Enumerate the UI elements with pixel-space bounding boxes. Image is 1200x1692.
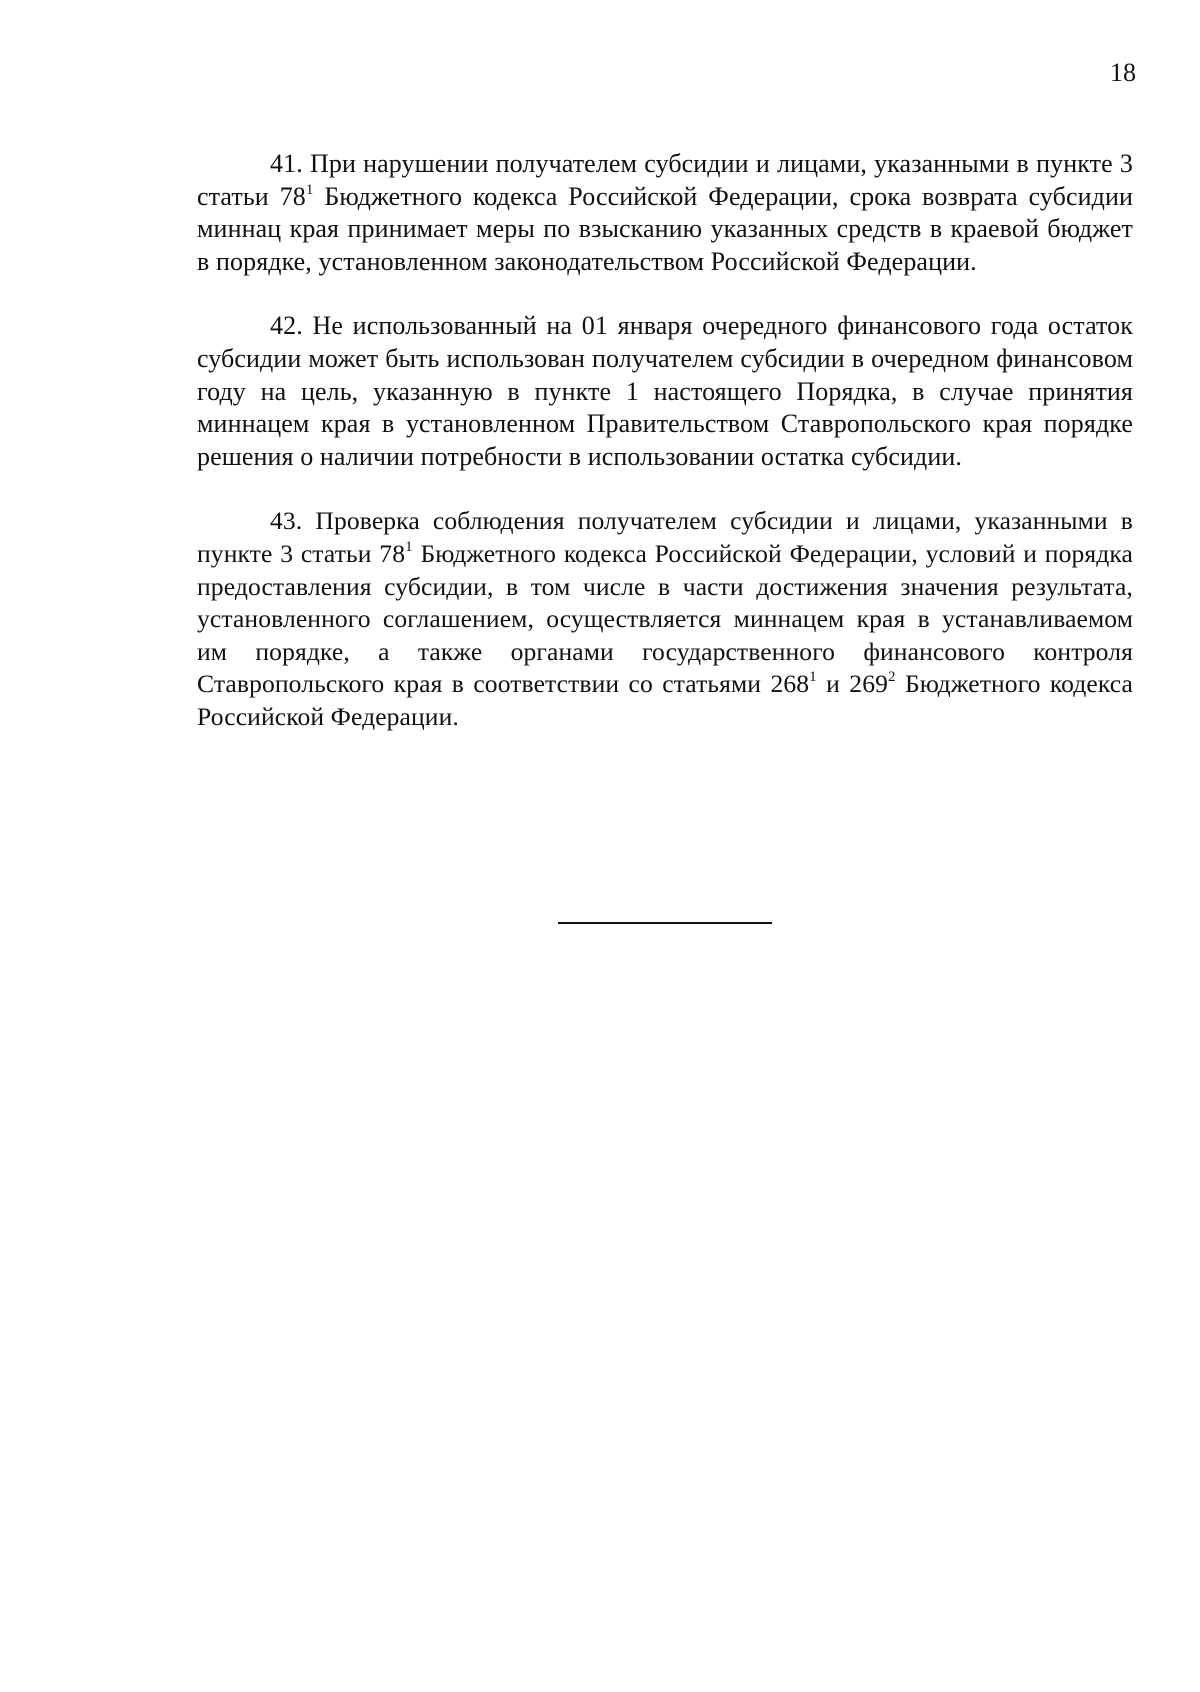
paragraph-43-text-4: Бюджетного кодекса Российской Федерации.	[197, 669, 1134, 731]
paragraph-43-superscript-1: 1	[405, 538, 413, 555]
paragraph-43-text-1: 43. Проверка соблюдения получателем субсидии и лицами, указанными в пункте 3 статьи 78	[197, 506, 1133, 568]
paragraph-42	[197, 310, 1133, 473]
paragraph-41-text-2: Бюджетного кодекса Российской Федерации, срока возврата субсидии миннац края принимает меры по взысканию указанных средств в краевой бюджет в порядке, установленном законодательством Российской Федерации.	[197, 181, 1133, 276]
paragraph-41	[197, 148, 1133, 278]
paragraph-42-text-1: 42. Не использованный на 01 января очередного финансового года остаток субсидии может быть использован получателем субсидии в очередном финансовом году на цель, указанную в пункте 1 настоящего Порядка, в случае принятия миннацем края в установленном Правительством Ставропольского края порядке решения о наличии потребности в использовании остатка субсидии.	[197, 311, 1133, 471]
paragraph-43-text-3: и 269	[816, 669, 888, 699]
paragraph-43-text-2: Бюджетного кодекса Российской Федерации, условий и порядка предоставления субсидии, в том числе в части достижения значения результата, установленного соглашением, осуществляется миннацем края в устанавливаемом им порядке, а также органами государственного финансового контроля Ставропольского края в соответствии со статьями 268	[197, 538, 1133, 699]
paragraph-43	[197, 505, 1133, 733]
page-number: 18	[1110, 58, 1136, 87]
document-body	[197, 148, 1133, 734]
paragraph-43-superscript-3: 2	[888, 669, 896, 686]
end-of-document-line	[558, 922, 772, 924]
paragraph-43-superscript-2: 1	[809, 669, 817, 686]
paragraph-41-text-1: 41. При нарушении получателем субсидии и лицами, указанными в пункте 3 статьи 78	[197, 149, 1133, 211]
paragraph-41-superscript-1: 1	[305, 181, 314, 198]
